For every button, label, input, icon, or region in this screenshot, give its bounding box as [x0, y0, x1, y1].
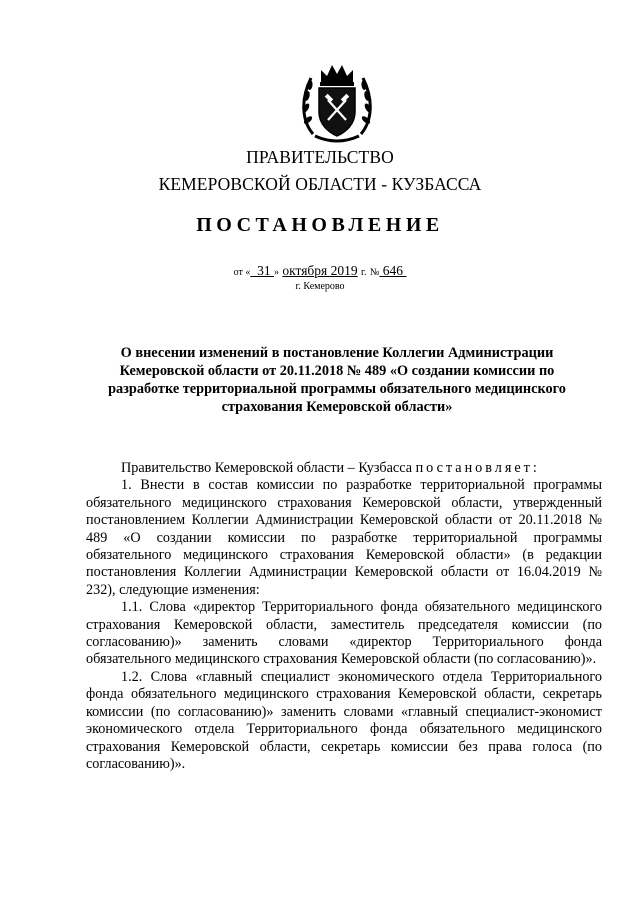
decree-date-line [0, 263, 640, 279]
date-from-label: от « [233, 267, 251, 278]
decree-number-label: № [369, 267, 380, 278]
document-type-heading: ПОСТАНОВЛЕНИЕ [196, 214, 444, 236]
intro-verb: постановляет: [415, 460, 540, 476]
date-year-suffix: г. [360, 267, 367, 278]
paragraph-1-1: 1.1. Слова «директор Территориального фонда обязательного медицинского страхования Кемеровской области, заместитель председателя комиссии (по согласованию)» заменить словами «директор Территориального фонда обязательного медицинского страхования Кемеровской области (по согласованию)». [86, 599, 602, 668]
date-month-year: октября 2019 [282, 263, 358, 278]
government-name-line2: КЕМЕРОВСКОЙ ОБЛАСТИ - КУЗБАССА [158, 174, 482, 194]
decree-body [86, 460, 602, 773]
intro-paragraph: Правительство Кемеровской области – Кузбасса постановляет: [121, 460, 540, 476]
paragraph-1: 1. Внести в состав комиссии по разработке территориальной программы обязательного медицинского страхования Кемеровской области, утвержденный постановлением Коллегии Администрации Кемеровской области от 20.11.2018 № 489 «О создании комиссии по разработке территориальной программы обязательного медицинского страхования Кемеровской области» (в редакции постановления Коллегии Администрации Кемеровской области от 16.04.2019 № 232), следующие изменения: [86, 477, 602, 598]
decree-title: О внесении изменений в постановление Коллегии Администрации Кемеровской области от 20.11.2018 № 489 «О создании комиссии по разработке территориальной программы обязательного медицинского страхования Кемеровской области» [108, 345, 566, 415]
date-close-quote: » [273, 267, 279, 278]
paragraph-1-2: 1.2. Слова «главный специалист экономического отдела Территориального фонда обязательного медицинского страхования Кемеровской области, секретарь комиссии (по согласованию)» заменить словами «главный специалист-экономист экономического отдела Территориального фонда обязательного медицинского страхования Кемеровской области, секретарь комиссии без права голоса (по согласованию)». [86, 668, 602, 772]
city-label: г. Кемерово [295, 281, 345, 292]
decree-number: 646 [382, 263, 404, 278]
date-day: 31 [257, 263, 271, 278]
government-name-line1: ПРАВИТЕЛЬСТВО [246, 147, 394, 167]
coat-of-arms-emblem [299, 60, 375, 144]
